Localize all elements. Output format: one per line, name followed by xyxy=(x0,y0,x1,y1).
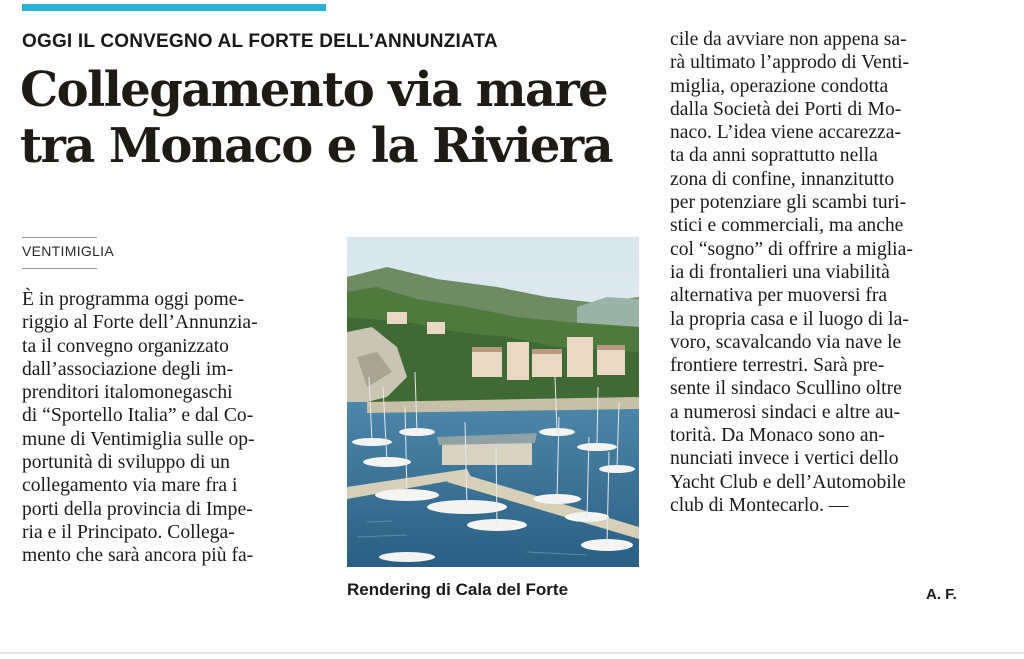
body-line: cile da avviare non appena sa- xyxy=(670,29,907,50)
harbor-rendering-photo xyxy=(347,237,639,567)
body-line: portunità di sviluppo di un xyxy=(22,452,230,474)
photo-caption: Rendering di Cala del Forte xyxy=(347,580,569,599)
accent-bar xyxy=(22,4,326,11)
body-line: alternativa per muoversi fra xyxy=(670,285,888,307)
article-dateline: VENTIMIGLIA xyxy=(22,243,114,259)
body-line: mune di Ventimiglia sulle op- xyxy=(22,428,255,450)
body-column-right xyxy=(670,28,970,517)
body-line: sente il sindaco Scullino oltre xyxy=(670,378,902,400)
body-line: club di Montecarlo. — xyxy=(670,494,849,516)
body-line: collegamento via mare fra i xyxy=(22,475,238,497)
body-line: torità. Da Monaco sono an- xyxy=(670,425,885,447)
body-column-left xyxy=(22,288,318,568)
body-line: dall’associazione degli im- xyxy=(22,358,234,380)
body-line: voro, scavalcando via nave le xyxy=(670,331,902,353)
body-line: naco. L’idea viene accarezza- xyxy=(670,122,901,144)
article-kicker: OGGI IL CONVEGNO AL FORTE DELL’ANNUNZIATA xyxy=(22,31,498,52)
body-line: rà ultimato l’approdo di Venti- xyxy=(670,52,910,74)
body-line: zona di confine, innanzitutto xyxy=(670,168,895,190)
body-line: ta il convegno organizzato xyxy=(22,335,229,357)
body-line: È in programma oggi pome- xyxy=(22,289,245,310)
bottom-divider xyxy=(0,652,1024,654)
body-line: ria e il Principato. Collega- xyxy=(22,521,235,543)
body-line: nunciati invece i vertici dello xyxy=(670,448,899,470)
body-line: ta da anni soprattutto nella xyxy=(670,145,878,167)
body-line: ia di frontalieri una viabilità xyxy=(670,261,890,283)
body-line: dalla Società dei Porti di Mo- xyxy=(670,98,902,120)
body-line: di “Sportello Italia” e dal Co- xyxy=(22,405,254,427)
body-line: stici e commerciali, ma anche xyxy=(670,215,904,237)
article-headline xyxy=(20,62,650,174)
body-line: mento che sarà ancora più fa- xyxy=(22,545,254,567)
body-line: prenditori italomonegaschi xyxy=(22,382,233,404)
dateline-divider xyxy=(22,268,97,269)
body-line: miglia, operazione condotta xyxy=(670,75,889,97)
body-line: porti della provincia di Impe- xyxy=(22,498,253,520)
body-line: Yacht Club e dell’Automobile xyxy=(670,471,906,493)
headline-line: Collegamento via mare xyxy=(20,62,608,118)
dateline-divider xyxy=(22,237,97,238)
body-line: per potenziare gli scambi turi- xyxy=(670,192,907,214)
headline-line: tra Monaco e la Riviera xyxy=(20,118,613,174)
body-line: frontiere terrestri. Sarà pre- xyxy=(670,355,885,377)
body-line: riggio al Forte dell’Annunzia- xyxy=(22,312,258,334)
body-line: col “sogno” di offrire a miglia- xyxy=(670,238,913,260)
body-line: a numerosi sindaci e altre au- xyxy=(670,401,901,423)
article-byline: A. F. xyxy=(926,586,957,603)
body-line: la propria casa e il luogo di la- xyxy=(670,308,909,330)
